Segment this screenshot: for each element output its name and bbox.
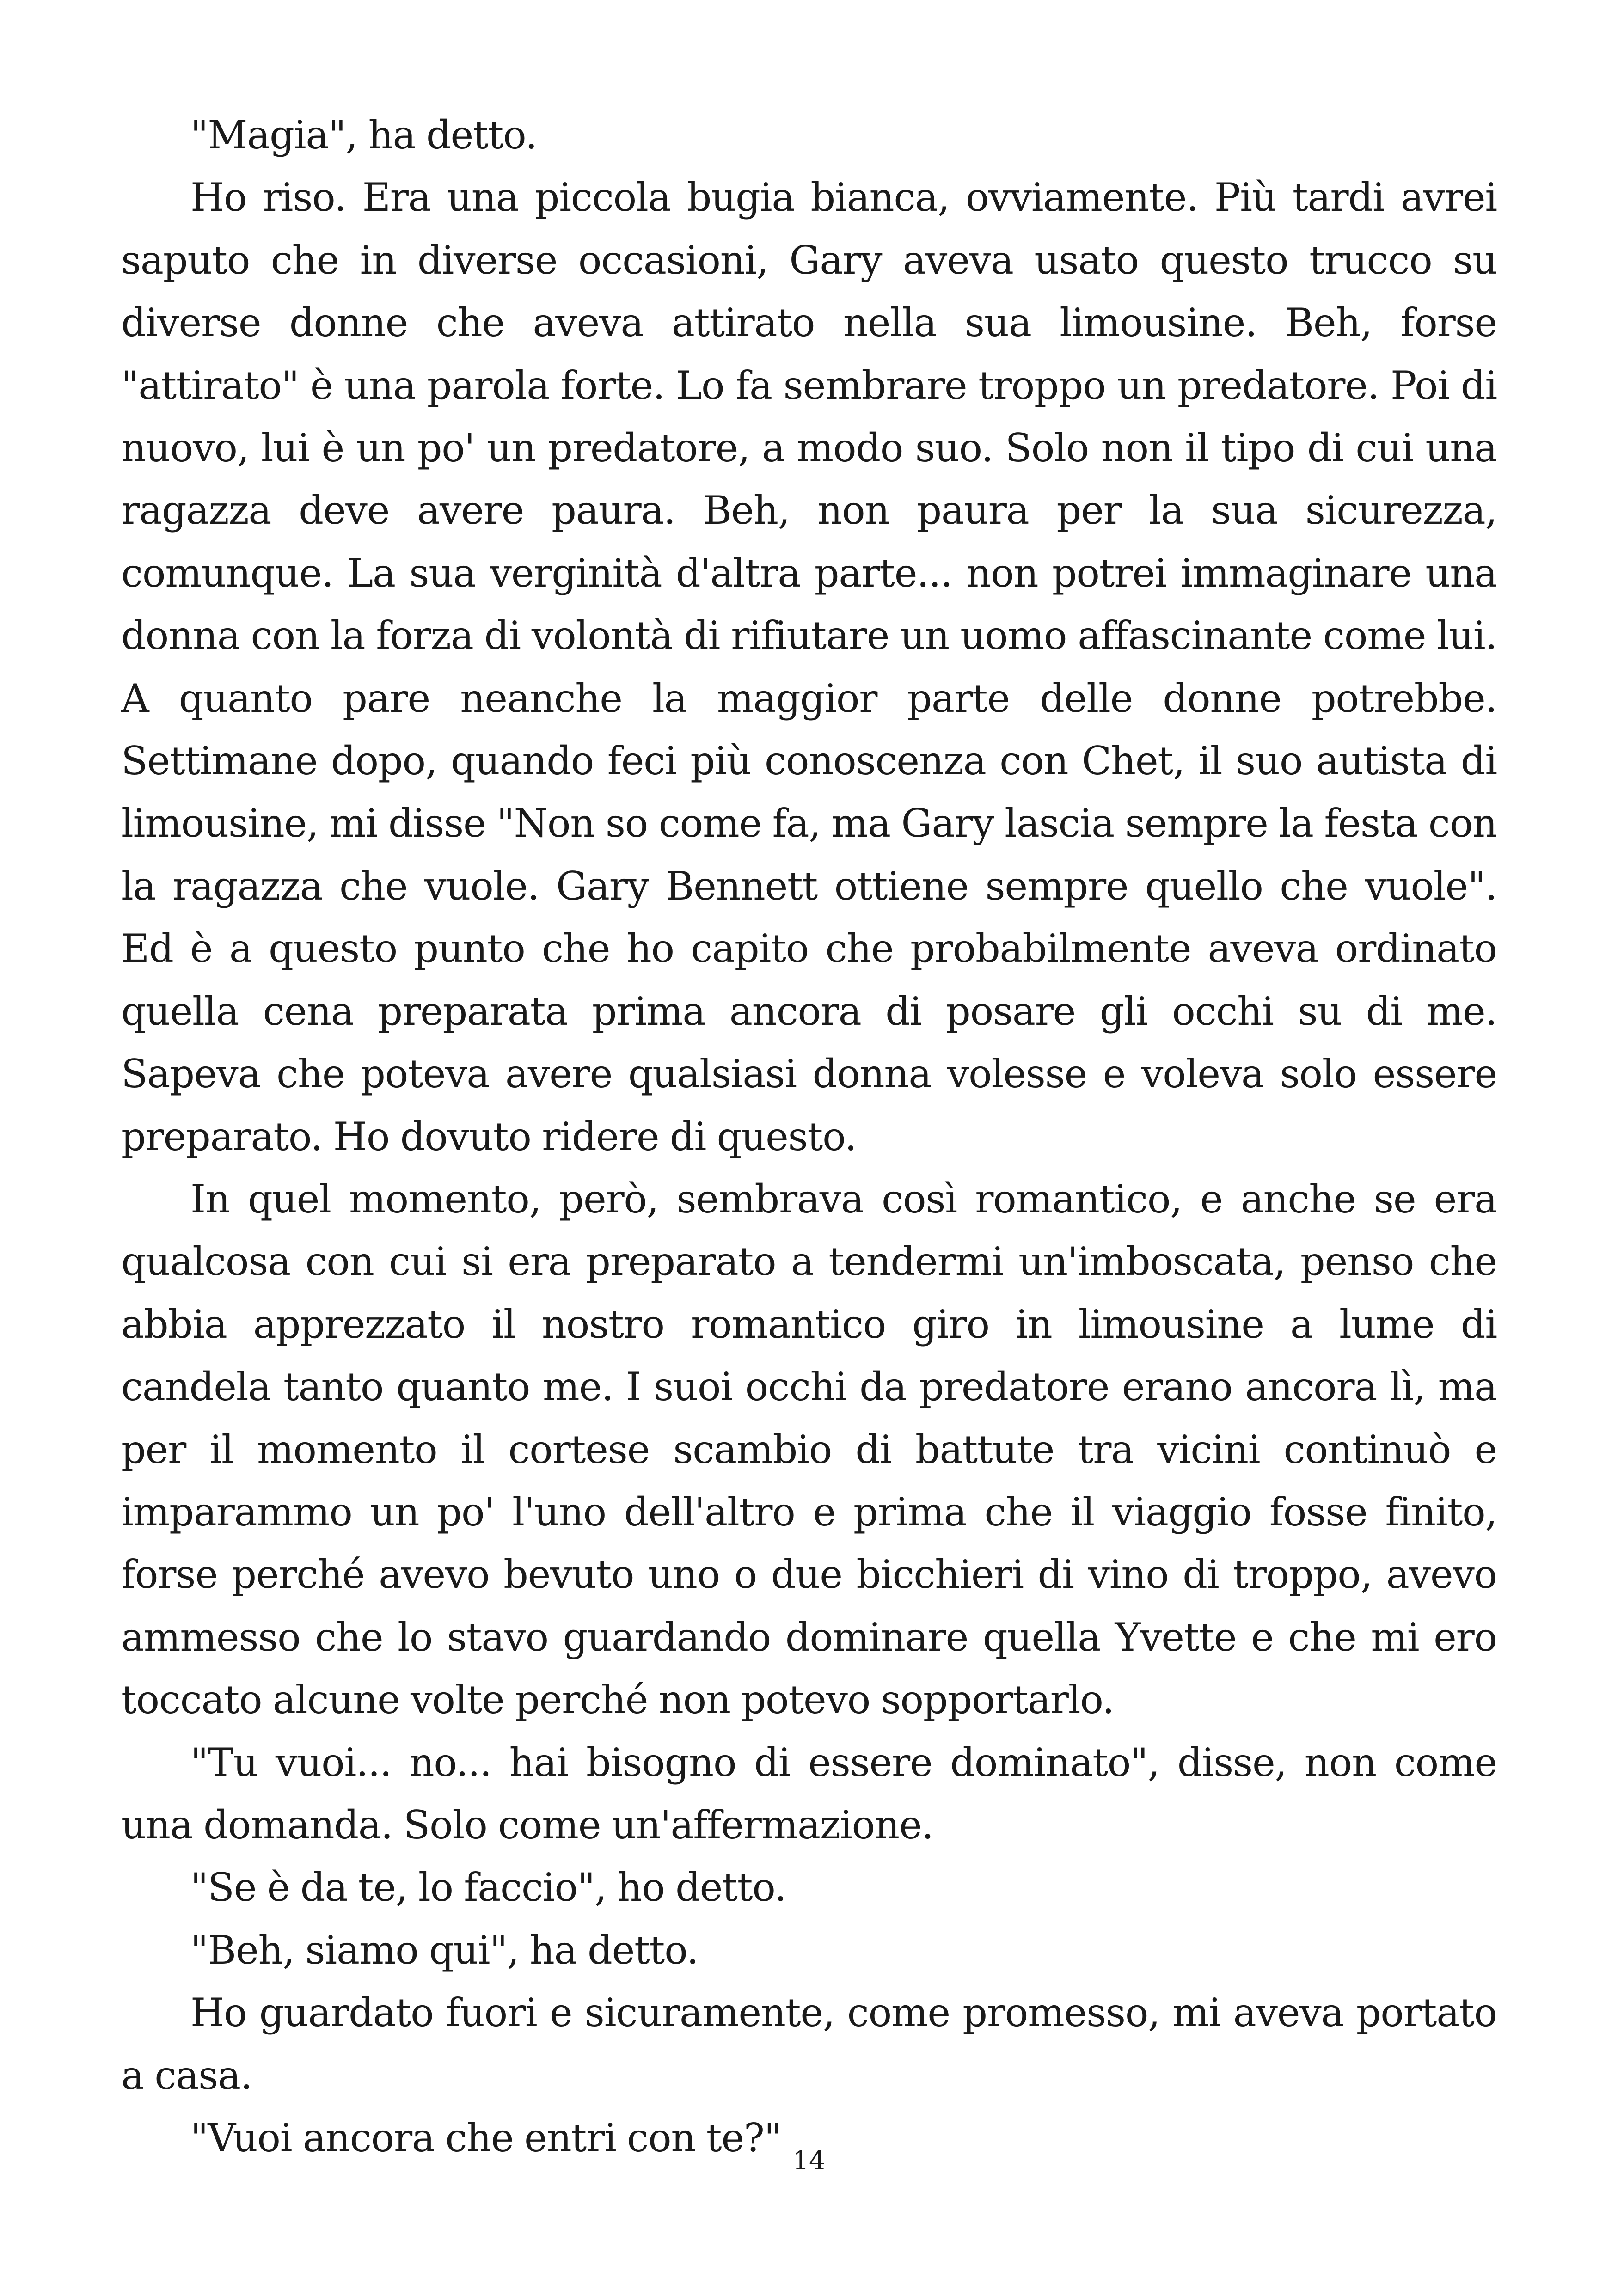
- paragraph: Ho guardato fuori e sicuramente, come promesso, mi aveva portato a casa.: [121, 1990, 1497, 2098]
- page-body: [121, 104, 1497, 2169]
- paragraph: "Magia", ha detto.: [190, 112, 537, 158]
- paragraph: "Se è da te, lo faccio", ho detto.: [190, 1865, 786, 1910]
- paragraph: "Tu vuoi... no... hai bisogno di essere dominato", disse, non come una domanda. Solo come un'affermazione.: [121, 1739, 1497, 1848]
- page-number: 14: [792, 2146, 826, 2176]
- paragraph: "Beh, siamo qui", ha detto.: [190, 1927, 699, 1973]
- paragraph: "Vuoi ancora che entri con te?": [190, 2115, 782, 2161]
- paragraph: In quel momento, però, sembrava così romantico, e anche se era qualcosa con cui si era preparato a tendermi un'imboscata, penso che abbia apprezzato il nostro romantico giro in limousine a lume di candela tanto quanto me. I suoi occhi da predatore erano ancora lì, ma per il momento il cortese scambio di battute tra vicini continuò e imparammo un po' l'uno dell'altro e prima che il viaggio fosse finito, forse perché avevo bevuto uno o due bicchieri di vino di troppo, avevo ammesso che lo stavo guardando dominare quella Yvette e che mi ero toccato alcune volte perché non potevo sopportarlo.: [121, 1176, 1497, 1723]
- paragraph: Ho riso. Era una piccola bugia bianca, ovviamente. Più tardi avrei saputo che in diverse occasioni, Gary aveva usato questo trucco su diverse donne che aveva attirato nella sua limousine. Beh, forse "attirato" è una parola forte. Lo fa sembrare troppo un predatore. Poi di nuovo, lui è un po' un predatore, a modo suo. Solo non il tipo di cui una ragazza deve avere paura. Beh, non paura per la sua sicurezza, comunque. La sua verginità d'altra parte... non potrei immaginare una donna con la forza di volontà di rifiutare un uomo affascinante come lui. A quanto pare neanche la maggior parte delle donne potrebbe. Settimane dopo, quando feci più conoscenza con Chet, il suo autista di limousine, mi disse "Non so come fa, ma Gary lascia sempre la festa con la ragazza che vuole. Gary Bennett ottiene sempre quello che vuole". Ed è a questo punto che ho capito che probabilmente aveva ordinato quella cena preparata prima ancora di posare gli occhi su di me. Sapeva che poteva avere qualsiasi donna volesse e voleva solo essere preparato. Ho dovuto ridere di questo.: [121, 175, 1497, 1159]
